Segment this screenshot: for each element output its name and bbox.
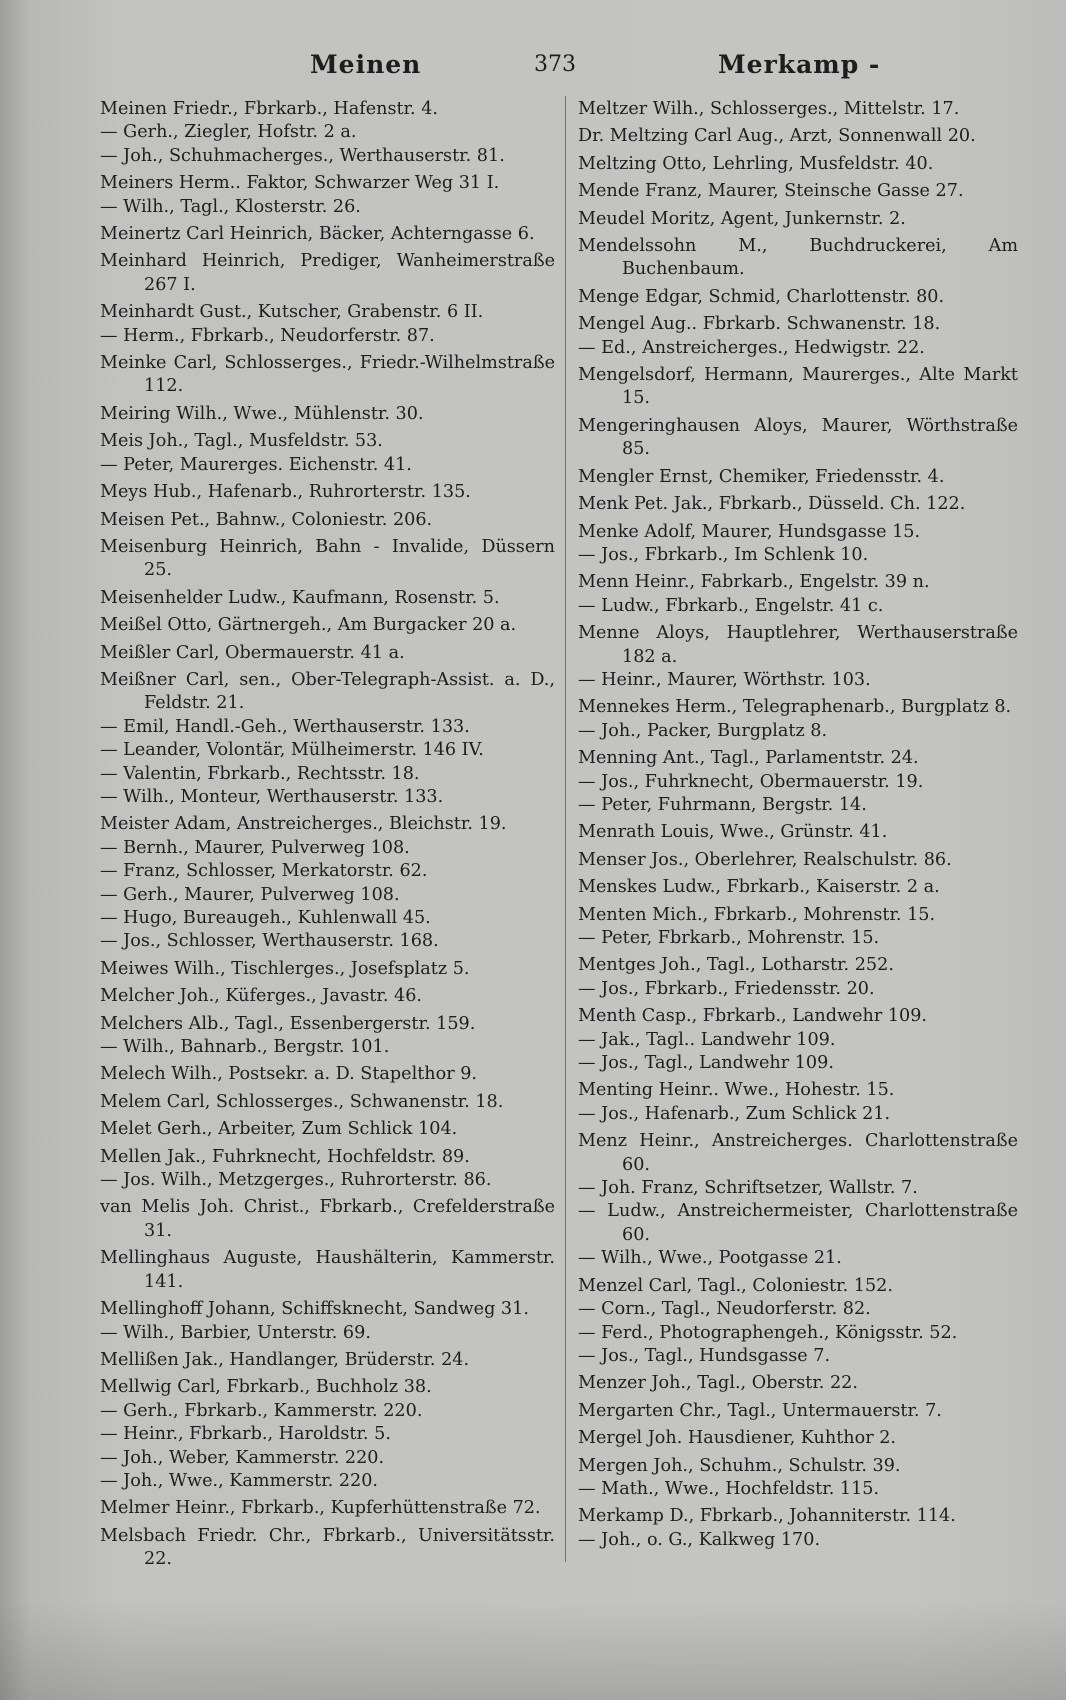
directory-entry: — Joh., Weber, Kammerstr. 220. bbox=[100, 1447, 385, 1468]
directory-entry: Menke Adolf, Maurer, Hundsgasse 15. bbox=[578, 521, 921, 542]
page-header bbox=[100, 44, 1020, 84]
directory-entry: Mellwig Carl, Fbrkarb., Buchholz 38. bbox=[100, 1377, 432, 1398]
directory-entry: — Valentin, Fbrkarb., Rechtsstr. 18. bbox=[100, 763, 420, 784]
directory-entry: Meiners Herm.. Faktor, Schwarzer Weg 31 I. bbox=[100, 173, 500, 194]
directory-entry: — Gerh., Maurer, Pulverweg 108. bbox=[100, 884, 400, 905]
directory-entry: Meisenhelder Ludw., Kaufmann, Rosenstr. 5. bbox=[100, 587, 500, 608]
directory-entry: Meißner Carl, sen., Ober-Telegraph-Assist. a. D., Feldstr. 21. bbox=[100, 669, 555, 714]
directory-entry: — Jos., Tagl., Hundsgasse 7. bbox=[578, 1345, 831, 1366]
directory-entry: Mergarten Chr., Tagl., Untermauerstr. 7. bbox=[578, 1400, 942, 1421]
directory-entry: — Wilh., Wwe., Pootgasse 21. bbox=[578, 1248, 842, 1269]
directory-entry: Melmer Heinr., Fbrkarb., Kupferhüttenstraße 72. bbox=[100, 1498, 541, 1519]
directory-entry: — Ludw., Fbrkarb., Engelstr. 41 c. bbox=[578, 595, 884, 616]
directory-entry: — Peter, Fuhrmann, Bergstr. 14. bbox=[578, 794, 867, 815]
directory-entry: Melsbach Friedr. Chr., Fbrkarb., Universitätsstr. 22. bbox=[100, 1525, 555, 1570]
directory-entry: — Math., Wwe., Hochfeldstr. 115. bbox=[578, 1478, 880, 1499]
right-column bbox=[578, 98, 1018, 1552]
directory-entry: Meis Joh., Tagl., Musfeldstr. 53. bbox=[100, 431, 383, 452]
directory-entry: — Joh., Wwe., Kammerstr. 220. bbox=[100, 1470, 379, 1491]
directory-entry: Menser Jos., Oberlehrer, Realschulstr. 86. bbox=[578, 849, 952, 870]
directory-entry: Meltzer Wilh., Schlosserges., Mittelstr. 17. bbox=[578, 99, 960, 119]
directory-entry: — Heinr., Maurer, Wörthstr. 103. bbox=[578, 669, 871, 690]
directory-entry: Mengelsdorf, Hermann, Maurerges., Alte Markt 15. bbox=[578, 365, 1018, 409]
directory-entry: Menth Casp., Fbrkarb., Landwehr 109. bbox=[578, 1006, 927, 1027]
directory-entry: Menrath Louis, Wwe., Grünstr. 41. bbox=[578, 822, 888, 843]
directory-entry: — Wilh., Bahnarb., Bergstr. 101. bbox=[100, 1037, 390, 1058]
directory-entry: — Franz, Schlosser, Merkatorstr. 62. bbox=[100, 861, 428, 882]
directory-entry: Meinen Friedr., Fbrkarb., Hafenstr. 4. bbox=[100, 99, 439, 119]
directory-entry: — Heinr., Fbrkarb., Haroldstr. 5. bbox=[100, 1424, 391, 1445]
directory-entry: — Ed., Anstreicherges., Hedwigstr. 22. bbox=[578, 337, 925, 358]
directory-entry: Meisen Pet., Bahnw., Coloniestr. 206. bbox=[100, 509, 433, 530]
directory-entry: Mengeringhausen Aloys, Maurer, Wörthstraße 85. bbox=[578, 415, 1018, 460]
directory-entry: Melchers Alb., Tagl., Essenbergerstr. 159. bbox=[100, 1013, 476, 1034]
directory-entry: — Jos., Schlosser, Werthauserstr. 168. bbox=[100, 931, 439, 952]
directory-entry: Menting Heinr.. Wwe., Hohestr. 15. bbox=[578, 1080, 895, 1101]
directory-entry: Mende Franz, Maurer, Steinsche Gasse 27. bbox=[578, 181, 964, 202]
directory-entry: Menning Ant., Tagl., Parlamentstr. 24. bbox=[578, 748, 919, 769]
directory-entry: — Jak., Tagl.. Landwehr 109. bbox=[578, 1029, 836, 1050]
directory-entry: — Hugo, Bureaugeh., Kuhlenwall 45. bbox=[100, 908, 431, 928]
directory-entry: Meinhardt Gust., Kutscher, Grabenstr. 6 II. bbox=[100, 302, 484, 323]
directory-entry: — Leander, Volontär, Mülheimerstr. 146 IV. bbox=[100, 740, 484, 761]
directory-entry: — Wilh., Monteur, Werthauserstr. 133. bbox=[100, 786, 444, 807]
directory-entry: — Emil, Handl.-Geh., Werthauserstr. 133. bbox=[100, 716, 470, 737]
directory-entry: Mennekes Herm., Telegraphenarb., Burgplatz 8. bbox=[578, 697, 1012, 718]
directory-entry: — Jos., Tagl., Landwehr 109. bbox=[578, 1053, 834, 1074]
directory-entry: — Corn., Tagl., Neudorferstr. 82. bbox=[578, 1299, 871, 1320]
directory-entry: Melem Carl, Schlosserges., Schwanenstr. 18. bbox=[100, 1091, 504, 1112]
directory-entry: Mellinghaus Auguste, Haushälterin, Kammerstr. 141. bbox=[100, 1248, 555, 1292]
directory-entry: Mengel Aug.. Fbrkarb. Schwanenstr. 18. bbox=[578, 314, 941, 335]
directory-entry: Mergel Joh. Hausdiener, Kuhthor 2. bbox=[578, 1428, 896, 1449]
directory-entry: Melet Gerh., Arbeiter, Zum Schlick 104. bbox=[100, 1119, 458, 1140]
directory-entry: Meißler Carl, Obermauerstr. 41 a. bbox=[100, 642, 405, 663]
directory-entry: — Joh., Packer, Burgplatz 8. bbox=[578, 720, 828, 741]
directory-entry: Merkamp D., Fbrkarb., Johanniterstr. 114. bbox=[578, 1506, 956, 1527]
directory-entry: Meißel Otto, Gärtnergeh., Am Burgacker 20 a. bbox=[100, 615, 517, 636]
directory-entry: van Melis Joh. Christ., Fbrkarb., Crefelderstraße 31. bbox=[100, 1197, 555, 1241]
directory-entry: Mellinghoff Johann, Schiffsknecht, Sandweg 31. bbox=[100, 1299, 529, 1320]
directory-entry: Menzer Joh., Tagl., Oberstr. 22. bbox=[578, 1373, 858, 1394]
page-bottom-shadow bbox=[0, 1600, 1066, 1700]
directory-entry: Meys Hub., Hafenarb., Ruhrorterstr. 135. bbox=[100, 482, 471, 503]
directory-entry: — Jos., Fuhrknecht, Obermauerstr. 19. bbox=[578, 771, 924, 792]
directory-entry: Menz Heinr., Anstreicherges. Charlottenstraße 60. bbox=[578, 1131, 1018, 1175]
directory-entry: — Gerh., Ziegler, Hofstr. 2 a. bbox=[100, 122, 357, 143]
directory-entry: — Herm., Fbrkarb., Neudorferstr. 87. bbox=[100, 325, 435, 346]
directory-entry: — Gerh., Fbrkarb., Kammerstr. 220. bbox=[100, 1400, 423, 1421]
directory-entry: Meisenburg Heinrich, Bahn - Invalide, Düssern 25. bbox=[100, 536, 555, 581]
directory-entry: Menn Heinr., Fabrkarb., Engelstr. 39 n. bbox=[578, 572, 930, 593]
directory-entry: Mentges Joh., Tagl., Lotharstr. 252. bbox=[578, 955, 894, 976]
directory-entry: Menten Mich., Fbrkarb., Mohrenstr. 15. bbox=[578, 904, 936, 925]
running-head-left: Meinen bbox=[310, 50, 422, 79]
directory-entry: — Peter, Maurerges. Eichenstr. 41. bbox=[100, 454, 412, 475]
directory-entry: Meiwes Wilh., Tischlerges., Josefsplatz 5. bbox=[100, 958, 470, 979]
directory-entry: Meister Adam, Anstreicherges., Bleichstr. 19. bbox=[100, 814, 507, 835]
directory-entry: — Ludw., Anstreichermeister, Charlottenstraße 60. bbox=[578, 1201, 1018, 1245]
directory-entry: Mellißen Jak., Handlanger, Brüderstr. 24. bbox=[100, 1349, 470, 1370]
directory-entry: Meinhard Heinrich, Prediger, Wanheimerstraße 267 I. bbox=[100, 251, 555, 295]
directory-entry: Mergen Joh., Schuhm., Schulstr. 39. bbox=[578, 1455, 901, 1476]
directory-entry: — Jos., Fbrkarb., Friedensstr. 20. bbox=[578, 978, 875, 999]
directory-entry: — Jos., Hafenarb., Zum Schlick 21. bbox=[578, 1103, 891, 1124]
directory-entry: Mendelssohn M., Buchdruckerei, Am Buchenbaum. bbox=[578, 236, 1018, 280]
directory-entry: Menne Aloys, Hauptlehrer, Werthauserstraße 182 a. bbox=[578, 623, 1018, 667]
directory-entry: Menk Pet. Jak., Fbrkarb., Düsseld. Ch. 122. bbox=[578, 494, 966, 515]
directory-entry: Mellen Jak., Fuhrknecht, Hochfeldstr. 89. bbox=[100, 1146, 470, 1167]
directory-entry: Meinke Carl, Schlosserges., Friedr.-Wilhelmstraße 112. bbox=[100, 353, 555, 397]
directory-entry: Meltzing Otto, Lehrling, Musfeldstr. 40. bbox=[578, 153, 934, 174]
left-column bbox=[100, 98, 555, 1572]
directory-entry: — Joh., Schuhmacherges., Werthauserstr. 81. bbox=[100, 145, 505, 166]
directory-entry: — Jos. Wilh., Metzgerges., Ruhrorterstr. 86. bbox=[100, 1170, 492, 1191]
directory-entry: — Bernh., Maurer, Pulverweg 108. bbox=[100, 837, 410, 858]
directory-entry: Melech Wilh., Postsekr. a. D. Stapelthor 9. bbox=[100, 1064, 477, 1085]
directory-entry: Menzel Carl, Tagl., Coloniestr. 152. bbox=[578, 1275, 893, 1296]
directory-entry: Meiring Wilh., Wwe., Mühlenstr. 30. bbox=[100, 403, 424, 424]
directory-entry: — Joh., o. G., Kalkweg 170. bbox=[578, 1529, 821, 1550]
directory-entry: — Ferd., Photographengeh., Königsstr. 52. bbox=[578, 1322, 958, 1343]
directory-entry: Melcher Joh., Küferges., Javastr. 46. bbox=[100, 986, 423, 1007]
directory-entry: Mengler Ernst, Chemiker, Friedensstr. 4. bbox=[578, 466, 945, 487]
directory-entry: Menskes Ludw., Fbrkarb., Kaiserstr. 2 a. bbox=[578, 877, 940, 898]
column-divider bbox=[565, 96, 566, 1562]
directory-entry: — Wilh., Tagl., Klosterstr. 26. bbox=[100, 196, 361, 217]
directory-entry: Menge Edgar, Schmid, Charlottenstr. 80. bbox=[578, 286, 945, 307]
directory-entry: — Wilh., Barbier, Unterstr. 69. bbox=[100, 1322, 371, 1343]
directory-entry: Dr. Meltzing Carl Aug., Arzt, Sonnenwall 20. bbox=[578, 126, 976, 147]
directory-entry: — Joh. Franz, Schriftsetzer, Wallstr. 7. bbox=[578, 1178, 918, 1199]
directory-entry: — Peter, Fbrkarb., Mohrenstr. 15. bbox=[578, 928, 880, 948]
directory-entry: Meinertz Carl Heinrich, Bäcker, Achterngasse 6. bbox=[100, 224, 535, 245]
directory-entry: — Jos., Fbrkarb., Im Schlenk 10. bbox=[578, 544, 869, 565]
directory-entry: Meudel Moritz, Agent, Junkernstr. 2. bbox=[578, 208, 906, 229]
running-head-right: Merkamp - bbox=[718, 50, 881, 79]
page-number: 373 bbox=[534, 52, 576, 77]
